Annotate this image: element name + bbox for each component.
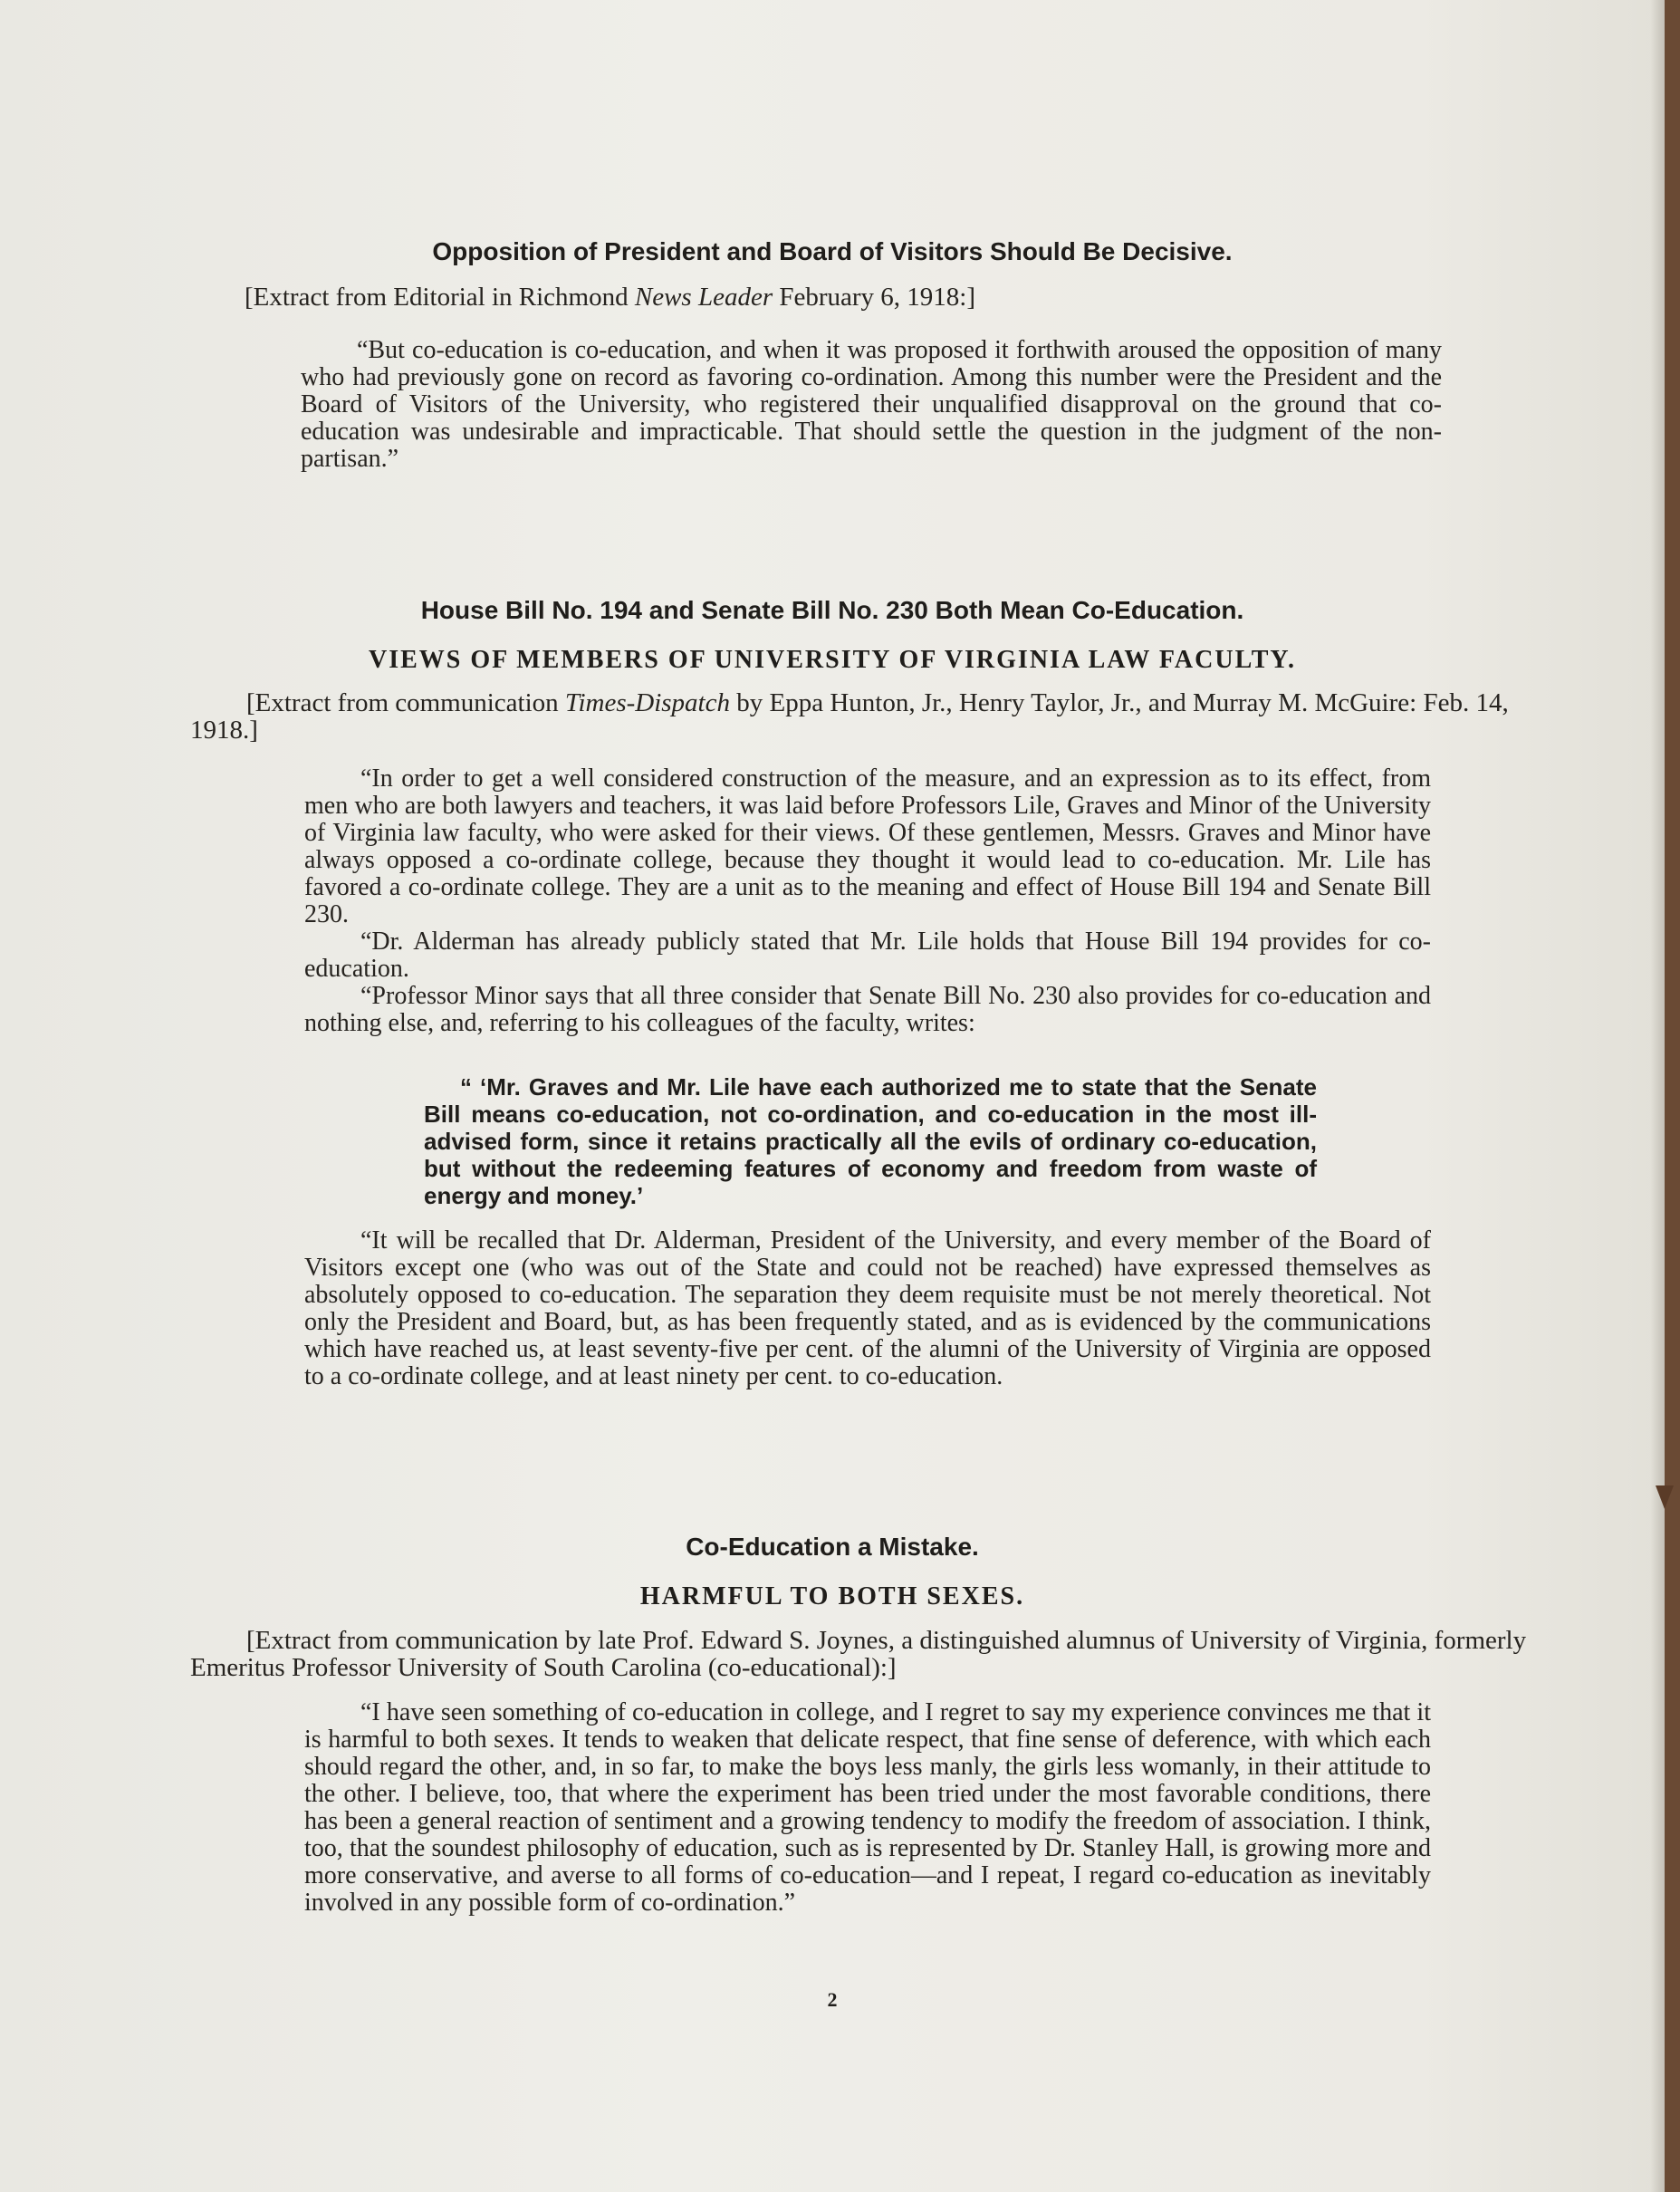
paragraph-professor-minor: “Professor Minor says that all three consider that Senate Bill No. 230 also provides for co-education and nothing else, and, referring to his colleagues of the faculty, writes: xyxy=(304,982,1431,1037)
source-suffix: February 6, 1918:] xyxy=(773,283,976,312)
source-prefix: [Extract from Editorial in Richmond xyxy=(245,283,635,312)
paragraph-alderman-statement: “Dr. Alderman has already publicly stated that Mr. Lile holds that House Bill 194 provides for co-education. xyxy=(304,928,1431,983)
section-heading-opposition: Opposition of President and Board of Visitors Should Be Decisive. xyxy=(432,237,1233,265)
paragraph-alderman-board: “It will be recalled that Dr. Alderman, President of the University, and every member of the Board of Visitors except one (who was out of the State and could not be reached) have expressed themselves as absolutely opposed to co-education. The separation they deem requisite must be not merely theoretical. Not only the President and Board, but, as has been frequently stated, and as is evidenced by the communications which have reached us, at least seventy-five per cent. of the alumni of the University of Virginia are opposed to a co-ordinate college, and at least ninety per cent. to co-education. xyxy=(304,1226,1431,1390)
source-publication: Times-Dispatch xyxy=(564,688,730,717)
section-heading-co-education-mistake: Co-Education a Mistake. xyxy=(686,1533,979,1561)
source-citation-times-dispatch xyxy=(190,689,1540,744)
source-publication: News Leader xyxy=(634,283,773,312)
page-number: 2 xyxy=(827,1988,838,2011)
source-citation-joynes: [Extract from communication by late Prof. Edward S. Joynes, a distinguished alumnus of University of Virginia, formerly Emeritus Professor University of South Carolina (co-educational):] xyxy=(190,1626,1527,1682)
bold-quote-graves-lile: “ ‘Mr. Graves and Mr. Lile have each authorized me to state that the Senate Bill means co-education, not co-ordination, and co-education in the most ill-advised form, since it retains practically all the evils of ordinary co-education, but without the redeeming features of economy and freedom from waste of energy and money.’ xyxy=(424,1073,1317,1209)
section-subheading-harmful: HARMFUL TO BOTH SEXES. xyxy=(639,1582,1025,1610)
quote-news-leader: “But co-education is co-education, and when it was proposed it forthwith aroused the opposition of many who had previously gone on record as favoring co-ordination. Among this number were the President and the Board of Visitors of the University, who registered their unqualified disapproval on the ground that co-education was undesirable and impracticable. That should settle the question in the judgment of the non-partisan.” xyxy=(301,336,1442,473)
source-suffix: by Eppa Hunton, Jr., Henry Taylor, Jr., and Murray M. McGuire: Feb. 14, 1918.] xyxy=(190,688,1509,745)
quote-joynes: “I have seen something of co-education in college, and I regret to say my experience convinces me that it is harmful to both sexes. It tends to weaken that delicate respect, that fine sense of deference, with which each should regard the other, and, in so far, to make the boys less manly, the girls less womanly, in their attitude to the other. I believe, too, that where the experiment has been tried under the most favorable conditions, there has been a general reaction of sentiment and a growing tendency to modify the freedom of association. I think, too, that the soundest philosophy of education, such as is represented by Dr. Stanley Hall, is growing more and more conservative, and averse to all forms of co-education—and I repeat, I regard co-education as inevitably involved in any possible form of co-ordination.” xyxy=(304,1698,1431,1917)
section-heading-house-bill: House Bill No. 194 and Senate Bill No. 230 Both Mean Co-Education. xyxy=(420,596,1244,624)
paragraph-lawyers-and-teachers: “In order to get a well considered construction of the measure, and an expression as to its effect, from men who are both lawyers and teachers, it was laid before Professors Lile, Graves and Minor of the University of Virginia law faculty, who were asked for their views. Of these gentlemen, Messrs. Graves and Minor have always opposed a co-ordinate college, because they thought it would lead to co-education. Mr. Lile has favored a co-ordinate college. They are a unit as to the meaning and effect of House Bill 194 and Senate Bill 230. xyxy=(304,764,1431,928)
section-subheading-law-faculty: VIEWS OF MEMBERS OF UNIVERSITY OF VIRGINIA LAW FACULTY. xyxy=(368,646,1297,674)
page-edge-shadow xyxy=(1650,0,1665,2192)
source-prefix: [Extract from communication xyxy=(246,688,565,717)
source-citation-news-leader xyxy=(245,284,1422,311)
binding-marker-icon xyxy=(1656,1485,1674,1509)
